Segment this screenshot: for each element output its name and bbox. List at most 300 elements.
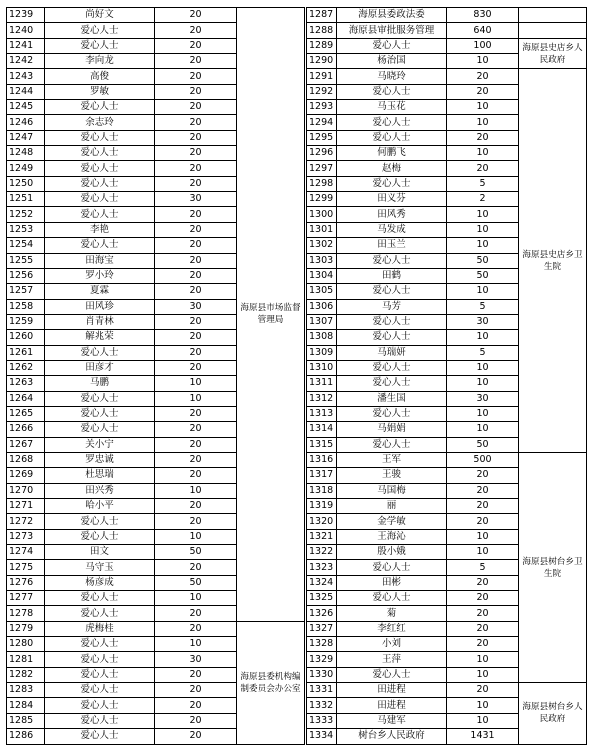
donation-amount: 10	[155, 529, 237, 544]
donation-amount: 20	[447, 683, 519, 698]
donation-amount: 30	[447, 314, 519, 329]
row-number: 1242	[7, 54, 45, 69]
donation-amount: 50	[447, 253, 519, 268]
table-row	[7, 621, 305, 636]
donor-name: 马建军	[337, 713, 447, 728]
donation-amount: 20	[155, 161, 237, 176]
row-number: 1246	[7, 115, 45, 130]
donation-amount: 10	[447, 406, 519, 421]
donation-amount: 20	[447, 575, 519, 590]
donor-name: 马娟娟	[337, 422, 447, 437]
donation-amount: 10	[447, 667, 519, 682]
donation-amount: 20	[155, 115, 237, 130]
donor-name: 爱心人士	[45, 713, 155, 728]
donor-name: 爱心人士	[337, 115, 447, 130]
donation-amount: 20	[155, 176, 237, 191]
row-number: 1281	[7, 652, 45, 667]
donation-amount: 10	[447, 222, 519, 237]
row-number: 1243	[7, 69, 45, 84]
donor-name: 李红红	[337, 621, 447, 636]
donation-amount: 10	[447, 146, 519, 161]
donation-amount: 20	[155, 253, 237, 268]
donor-name: 爱心人士	[337, 84, 447, 99]
donor-name: 高俊	[45, 69, 155, 84]
row-number: 1279	[7, 621, 45, 636]
row-number: 1291	[307, 69, 337, 84]
row-number: 1280	[7, 637, 45, 652]
donor-name: 爱心人士	[337, 560, 447, 575]
donor-name: 金学敏	[337, 514, 447, 529]
unit-name: 海原县树台乡人民政府	[519, 683, 587, 744]
donation-amount: 10	[155, 591, 237, 606]
row-number: 1321	[307, 529, 337, 544]
donation-amount: 50	[155, 545, 237, 560]
row-number: 1315	[307, 437, 337, 452]
donation-amount: 20	[155, 84, 237, 99]
table-row	[307, 683, 587, 698]
row-number: 1308	[307, 330, 337, 345]
row-number: 1239	[7, 8, 45, 23]
donor-name: 马玉花	[337, 100, 447, 115]
donation-amount: 30	[155, 652, 237, 667]
donation-amount: 20	[155, 130, 237, 145]
row-number: 1261	[7, 345, 45, 360]
donor-name: 马发成	[337, 222, 447, 237]
donation-amount: 50	[447, 268, 519, 283]
donation-amount: 10	[447, 330, 519, 345]
donor-name: 爱心人士	[45, 683, 155, 698]
donor-name: 罗忠诚	[45, 452, 155, 467]
donor-name: 爱心人士	[45, 667, 155, 682]
row-number: 1318	[307, 483, 337, 498]
donation-table-right-body	[307, 8, 587, 745]
donation-amount: 10	[155, 637, 237, 652]
donation-amount: 500	[447, 452, 519, 467]
row-number: 1322	[307, 545, 337, 560]
table-row	[7, 8, 305, 23]
row-number: 1263	[7, 376, 45, 391]
donor-name: 爱心人士	[45, 130, 155, 145]
donation-amount: 20	[447, 499, 519, 514]
donor-name: 王海沁	[337, 529, 447, 544]
donor-name: 田风秀	[337, 207, 447, 222]
donor-name: 爱心人士	[45, 652, 155, 667]
row-number: 1312	[307, 391, 337, 406]
donor-name: 小刘	[337, 637, 447, 652]
donation-amount: 20	[447, 606, 519, 621]
donor-name: 田彬	[337, 575, 447, 590]
row-number: 1313	[307, 406, 337, 421]
donor-name: 罗敏	[45, 84, 155, 99]
donation-amount: 10	[447, 115, 519, 130]
row-number: 1276	[7, 575, 45, 590]
donor-name: 杨彦成	[45, 575, 155, 590]
row-number: 1249	[7, 161, 45, 176]
row-number: 1264	[7, 391, 45, 406]
donor-name: 赵梅	[337, 161, 447, 176]
donation-amount: 20	[447, 84, 519, 99]
row-number: 1277	[7, 591, 45, 606]
donation-amount: 1431	[447, 729, 519, 744]
donor-name: 爱心人士	[45, 606, 155, 621]
donor-name: 杨治国	[337, 54, 447, 69]
row-number: 1289	[307, 38, 337, 53]
donor-name: 哈小平	[45, 499, 155, 514]
donation-amount: 20	[155, 69, 237, 84]
donation-amount: 20	[447, 514, 519, 529]
donor-name: 马鹏	[45, 376, 155, 391]
donation-amount: 20	[155, 683, 237, 698]
donation-amount: 20	[447, 591, 519, 606]
row-number: 1259	[7, 314, 45, 329]
donation-amount: 20	[155, 621, 237, 636]
donation-amount: 10	[447, 545, 519, 560]
donor-name: 田兴秀	[45, 483, 155, 498]
row-number: 1274	[7, 545, 45, 560]
row-number: 1334	[307, 729, 337, 744]
row-number: 1299	[307, 192, 337, 207]
donation-amount: 10	[447, 284, 519, 299]
donation-amount: 30	[155, 192, 237, 207]
row-number: 1333	[307, 713, 337, 728]
unit-name: 海原县市场监督管理局	[237, 8, 305, 622]
donation-amount: 20	[155, 238, 237, 253]
donor-name: 潘生国	[337, 391, 447, 406]
row-number: 1245	[7, 100, 45, 115]
row-number: 1317	[307, 468, 337, 483]
donation-amount: 5	[447, 299, 519, 314]
donor-name: 爱心人士	[337, 376, 447, 391]
table-row	[307, 452, 587, 467]
row-number: 1309	[307, 345, 337, 360]
donation-table-right	[306, 7, 587, 745]
donor-name: 爱心人士	[45, 422, 155, 437]
donation-amount: 20	[155, 437, 237, 452]
row-number: 1271	[7, 499, 45, 514]
row-number: 1296	[307, 146, 337, 161]
donor-name: 马晓玲	[337, 69, 447, 84]
donor-name: 爱心人士	[337, 330, 447, 345]
table-row	[307, 69, 587, 84]
donation-amount: 10	[447, 713, 519, 728]
donor-name: 丽	[337, 499, 447, 514]
unit-name: 海原县委机构编制委员会办公室	[237, 621, 305, 744]
row-number: 1300	[307, 207, 337, 222]
donation-amount: 20	[155, 38, 237, 53]
row-number: 1282	[7, 667, 45, 682]
donation-amount: 100	[447, 38, 519, 53]
donor-name: 海原县审批服务管理	[337, 23, 447, 38]
donor-name: 菊	[337, 606, 447, 621]
donor-name: 海原县委政法委	[337, 8, 447, 23]
donation-amount: 10	[447, 100, 519, 115]
row-number: 1247	[7, 130, 45, 145]
donation-amount: 10	[447, 238, 519, 253]
row-number: 1272	[7, 514, 45, 529]
donation-table-left-body	[7, 8, 305, 745]
donor-name: 爱心人士	[45, 23, 155, 38]
donation-amount: 20	[155, 23, 237, 38]
donor-name: 爱心人士	[45, 637, 155, 652]
donor-name: 爱心人士	[337, 667, 447, 682]
row-number: 1298	[307, 176, 337, 191]
unit-name: 海原县史店乡人民政府	[519, 38, 587, 69]
row-number: 1258	[7, 299, 45, 314]
donor-name: 虎梅桂	[45, 621, 155, 636]
donation-amount: 30	[447, 391, 519, 406]
unit-name	[519, 8, 587, 23]
donation-amount: 20	[155, 499, 237, 514]
unit-name: 海原县树台乡卫生院	[519, 452, 587, 682]
donation-amount: 20	[155, 698, 237, 713]
donation-amount: 20	[155, 560, 237, 575]
donation-amount: 20	[155, 314, 237, 329]
donation-amount: 20	[447, 468, 519, 483]
donation-amount: 20	[447, 637, 519, 652]
row-number: 1305	[307, 284, 337, 299]
donation-amount: 10	[447, 652, 519, 667]
row-number: 1293	[307, 100, 337, 115]
donation-amount: 20	[155, 8, 237, 23]
donation-amount: 10	[447, 698, 519, 713]
row-number: 1290	[307, 54, 337, 69]
donor-name: 爱心人士	[45, 238, 155, 253]
row-number: 1284	[7, 698, 45, 713]
row-number: 1301	[307, 222, 337, 237]
donation-amount: 20	[155, 207, 237, 222]
donor-name: 爱心人士	[45, 176, 155, 191]
donor-name: 田义芬	[337, 192, 447, 207]
row-number: 1329	[307, 652, 337, 667]
donation-amount: 20	[447, 69, 519, 84]
donor-name: 何鹏飞	[337, 146, 447, 161]
donor-name: 爱心人士	[45, 146, 155, 161]
row-number: 1251	[7, 192, 45, 207]
donation-amount: 20	[155, 100, 237, 115]
row-number: 1266	[7, 422, 45, 437]
donor-name: 余志玲	[45, 115, 155, 130]
row-number: 1316	[307, 452, 337, 467]
donation-amount: 20	[155, 54, 237, 69]
donation-amount: 2	[447, 192, 519, 207]
donation-amount: 20	[155, 330, 237, 345]
donor-name: 爱心人士	[337, 253, 447, 268]
row-number: 1253	[7, 222, 45, 237]
table-row	[307, 23, 587, 38]
row-number: 1304	[307, 268, 337, 283]
row-number: 1297	[307, 161, 337, 176]
donor-name: 爱心人士	[45, 192, 155, 207]
donation-amount: 20	[155, 468, 237, 483]
row-number: 1262	[7, 360, 45, 375]
row-number: 1314	[307, 422, 337, 437]
row-number: 1306	[307, 299, 337, 314]
donor-name: 李向龙	[45, 54, 155, 69]
donation-amount: 20	[155, 345, 237, 360]
row-number: 1332	[307, 698, 337, 713]
donation-amount: 20	[155, 452, 237, 467]
row-number: 1328	[307, 637, 337, 652]
donation-amount: 20	[155, 729, 237, 744]
donor-name: 马国梅	[337, 483, 447, 498]
donation-amount: 10	[447, 422, 519, 437]
donation-amount: 830	[447, 8, 519, 23]
donation-amount: 10	[447, 360, 519, 375]
unit-name	[519, 23, 587, 38]
donation-amount: 20	[447, 130, 519, 145]
donor-name: 王军	[337, 452, 447, 467]
donor-name: 爱心人士	[337, 130, 447, 145]
row-number: 1286	[7, 729, 45, 744]
donation-amount: 30	[155, 299, 237, 314]
row-number: 1287	[307, 8, 337, 23]
row-number: 1295	[307, 130, 337, 145]
row-number: 1275	[7, 560, 45, 575]
row-number: 1265	[7, 406, 45, 421]
row-number: 1268	[7, 452, 45, 467]
row-number: 1260	[7, 330, 45, 345]
donor-name: 爱心人士	[45, 698, 155, 713]
donation-amount: 20	[155, 406, 237, 421]
row-number: 1269	[7, 468, 45, 483]
row-number: 1326	[307, 606, 337, 621]
donor-name: 爱心人士	[337, 591, 447, 606]
row-number: 1324	[307, 575, 337, 590]
unit-name: 海原县史店乡卫生院	[519, 69, 587, 453]
table-row	[307, 8, 587, 23]
row-number: 1250	[7, 176, 45, 191]
donation-amount: 20	[155, 360, 237, 375]
donor-name: 罗小玲	[45, 268, 155, 283]
donation-amount: 10	[447, 207, 519, 222]
table-row	[307, 38, 587, 53]
row-number: 1319	[307, 499, 337, 514]
row-number: 1244	[7, 84, 45, 99]
donation-amount: 20	[447, 621, 519, 636]
donation-amount: 20	[447, 161, 519, 176]
donor-name: 爱心人士	[337, 406, 447, 421]
donor-name: 田玉兰	[337, 238, 447, 253]
donation-amount: 20	[155, 713, 237, 728]
row-number: 1292	[307, 84, 337, 99]
donor-name: 爱心人士	[337, 38, 447, 53]
donor-name: 爱心人士	[45, 391, 155, 406]
row-number: 1325	[307, 591, 337, 606]
donation-amount: 20	[155, 667, 237, 682]
row-number: 1273	[7, 529, 45, 544]
donor-name: 王骏	[337, 468, 447, 483]
donor-name: 爱心人士	[45, 38, 155, 53]
donor-name: 爱心人士	[45, 406, 155, 421]
donor-name: 爱心人士	[45, 729, 155, 744]
donation-amount: 5	[447, 345, 519, 360]
donation-amount: 20	[155, 514, 237, 529]
donor-name: 爱心人士	[337, 314, 447, 329]
row-number: 1294	[307, 115, 337, 130]
donor-name: 田文	[45, 545, 155, 560]
donor-name: 马瑞妍	[337, 345, 447, 360]
row-number: 1257	[7, 284, 45, 299]
donor-name: 李艳	[45, 222, 155, 237]
donor-name: 爱心人士	[337, 284, 447, 299]
row-number: 1310	[307, 360, 337, 375]
donation-amount: 20	[155, 606, 237, 621]
donation-amount: 20	[155, 284, 237, 299]
row-number: 1267	[7, 437, 45, 452]
donor-name: 爱心人士	[45, 591, 155, 606]
donor-name: 爱心人士	[45, 207, 155, 222]
donor-name: 田风珍	[45, 299, 155, 314]
donation-amount: 50	[155, 575, 237, 590]
row-number: 1303	[307, 253, 337, 268]
donation-table-left	[6, 7, 305, 745]
row-number: 1240	[7, 23, 45, 38]
row-number: 1307	[307, 314, 337, 329]
row-number: 1330	[307, 667, 337, 682]
donor-name: 爱心人士	[337, 176, 447, 191]
donor-name: 杜思瑞	[45, 468, 155, 483]
row-number: 1285	[7, 713, 45, 728]
donor-name: 王萍	[337, 652, 447, 667]
donor-name: 肖青林	[45, 314, 155, 329]
donor-name: 田进程	[337, 698, 447, 713]
donor-name: 马守玉	[45, 560, 155, 575]
donation-amount: 10	[447, 529, 519, 544]
row-number: 1327	[307, 621, 337, 636]
row-number: 1311	[307, 376, 337, 391]
row-number: 1323	[307, 560, 337, 575]
row-number: 1254	[7, 238, 45, 253]
row-number: 1241	[7, 38, 45, 53]
donation-amount: 10	[155, 376, 237, 391]
donation-amount: 10	[447, 54, 519, 69]
donation-amount: 5	[447, 560, 519, 575]
donor-name: 爱心人士	[337, 437, 447, 452]
donation-amount: 50	[447, 437, 519, 452]
donation-amount: 20	[155, 222, 237, 237]
row-number: 1270	[7, 483, 45, 498]
row-number: 1248	[7, 146, 45, 161]
donor-name: 田彦才	[45, 360, 155, 375]
donor-name: 爱心人士	[45, 529, 155, 544]
donor-name: 田进程	[337, 683, 447, 698]
donor-name: 树台乡人民政府	[337, 729, 447, 744]
donation-amount: 20	[155, 146, 237, 161]
donor-name: 解兆荣	[45, 330, 155, 345]
donor-name: 马芳	[337, 299, 447, 314]
row-number: 1302	[307, 238, 337, 253]
donation-amount: 10	[155, 391, 237, 406]
row-number: 1278	[7, 606, 45, 621]
donation-amount: 640	[447, 23, 519, 38]
donor-name: 爱心人士	[45, 100, 155, 115]
donor-name: 爱心人士	[45, 345, 155, 360]
donation-amount: 20	[155, 268, 237, 283]
row-number: 1331	[307, 683, 337, 698]
row-number: 1255	[7, 253, 45, 268]
row-number: 1252	[7, 207, 45, 222]
donor-name: 爱心人士	[337, 360, 447, 375]
donation-amount: 10	[155, 483, 237, 498]
donation-amount: 5	[447, 176, 519, 191]
donation-amount: 20	[447, 483, 519, 498]
donor-name: 田海宝	[45, 253, 155, 268]
donor-name: 爱心人士	[45, 161, 155, 176]
row-number: 1283	[7, 683, 45, 698]
donor-name: 夏霖	[45, 284, 155, 299]
row-number: 1288	[307, 23, 337, 38]
donor-name: 爱心人士	[45, 514, 155, 529]
